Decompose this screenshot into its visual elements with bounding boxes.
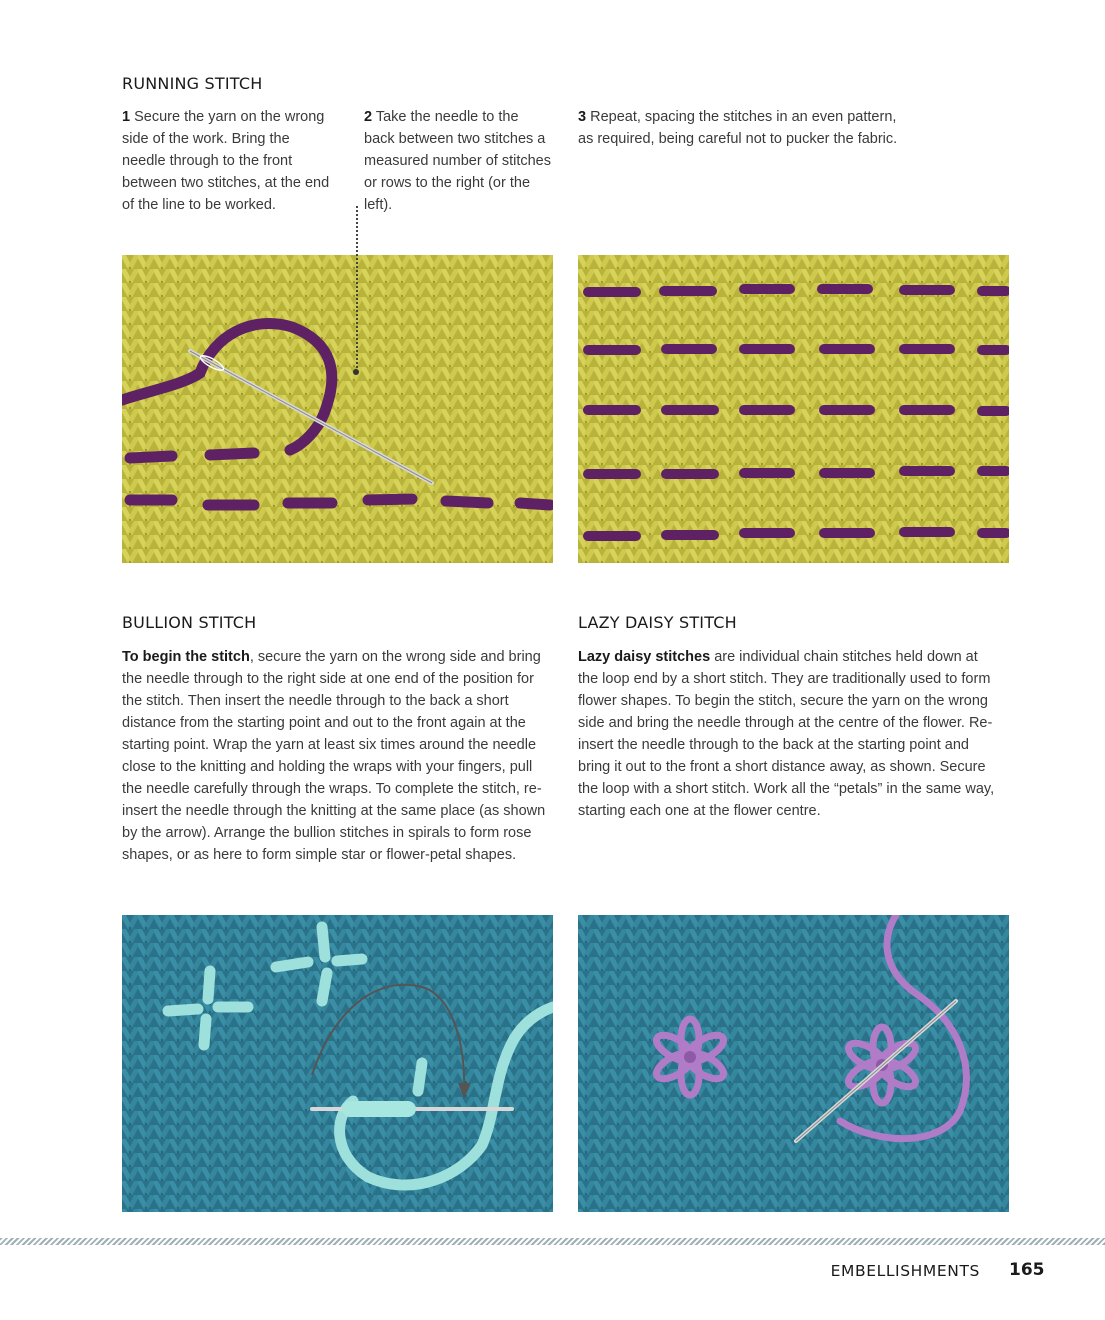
- running-stitch-photo-finished: [578, 255, 1009, 563]
- running-step-3: [578, 106, 913, 150]
- lazy-daisy-body: are individual chain stitches held down at the loop end by a short stitch. They are traditionally used to form flower shapes. To begin the stitch, secure the yarn on the wrong side and bring the needle through at the centre of the flower. Re-insert the needle through to the back at the starting point and bring it out to the front a short distance away, as shown. Secure the loop with a short stitch. Work all the “petals” in the same way, starting each one at the flower centre.: [578, 649, 995, 819]
- running-step-1: [122, 106, 337, 216]
- bullion-stitch-heading: BULLION STITCH: [122, 613, 257, 632]
- lazy-daisy-lead: Lazy daisy stitches: [578, 649, 711, 665]
- running-stitch-photo-in-progress: [122, 255, 553, 563]
- step-1-text: Secure the yarn on the wrong side of the work. Bring the needle through to the front between two stitches, at the end of the line to be worked.: [122, 109, 330, 213]
- step-2-text: Take the needle to the back between two stitches a measured number of stitches or rows to the right (or the left).: [364, 109, 551, 213]
- step-3-text: Repeat, spacing the stitches in an even pattern, as required, being careful not to pucker the fabric.: [578, 109, 898, 147]
- bullion-lead: To begin the stitch: [122, 649, 250, 665]
- step-2-number: 2: [364, 109, 373, 125]
- lazy-daisy-text: [578, 646, 998, 822]
- step-1-number: 1: [122, 109, 131, 125]
- step-3-number: 3: [578, 109, 587, 125]
- callout-leader-dot: [353, 369, 359, 375]
- running-stitch-heading: RUNNING STITCH: [122, 74, 263, 93]
- callout-leader-line: [356, 206, 358, 372]
- footer-rule: [0, 1238, 1105, 1245]
- footer-section-title: EMBELLISHMENTS: [830, 1262, 980, 1280]
- bullion-stitch-text: [122, 646, 554, 866]
- running-step-2: [364, 106, 552, 216]
- bullion-stitch-photo: [122, 915, 553, 1212]
- bullion-body: , secure the yarn on the wrong side and bring the needle through to the right side at one end of the position for the stitch. Then insert the needle through to the back a short distance from the starting point and out to the front again at the starting point. Wrap the yarn at least six times around the needle close to the knitting and holding the wraps with your fingers, pull the needle carefully through the wraps. To complete the stitch, re-insert the needle through the knitting at the same place (as shown by the arrow). Arrange the bullion stitches in spirals to form rose shapes, or as here to form simple star or flower-petal shapes.: [122, 649, 546, 863]
- page-number: 165: [1009, 1260, 1045, 1280]
- lazy-daisy-heading: LAZY DAISY STITCH: [578, 613, 737, 632]
- lazy-daisy-photo: [578, 915, 1009, 1212]
